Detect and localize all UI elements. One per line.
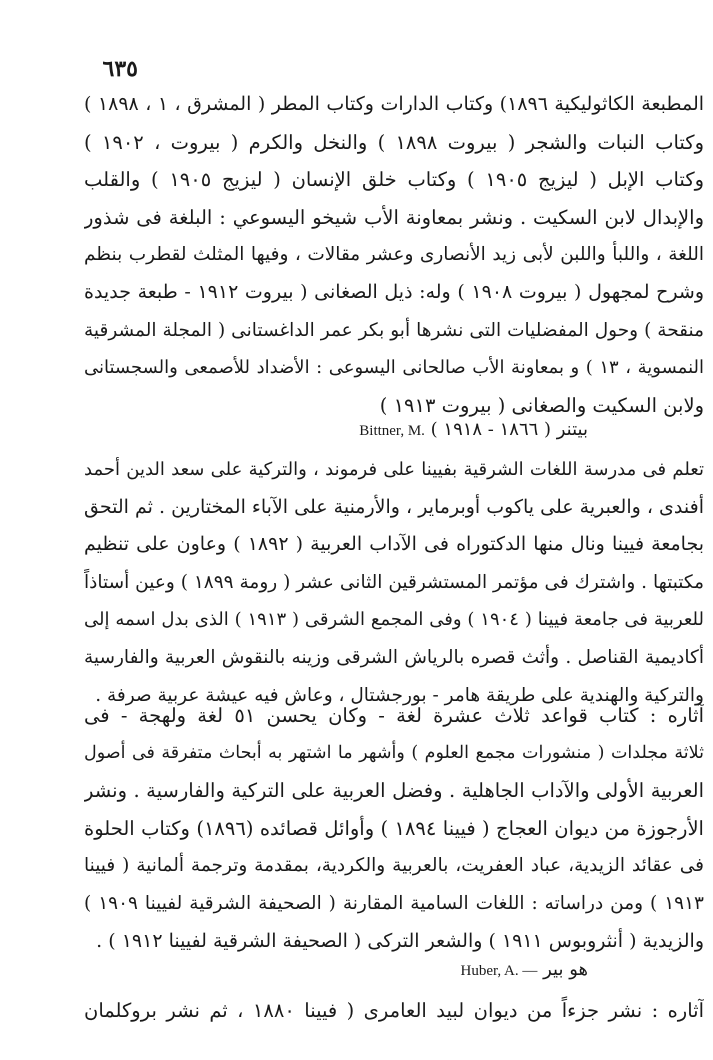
text-line: العربية الأولى والآداب الجاهلية . وفضل العربية على التركية والفارسية . ونشر	[84, 779, 704, 803]
paragraph-biography	[84, 451, 704, 714]
text-line: منقحة ) وحول المفضليات التى نشرها أبو بكر عمر الداغستانى ( المجلة المشرقية	[84, 319, 704, 341]
text-line: وشرح لمجهول ( بيروت ١٩٠٨ ) وله: ذيل الصغانى ( بيروت ١٩١٢ - طبعة جديدة	[84, 280, 704, 303]
text-line: أفندى ، والعبرية على ياكوب أوبرماير ، والأرمنية على الآباء المختارين . ثم التحق	[84, 495, 704, 518]
page-number: ٦٣٥	[102, 56, 138, 82]
text-line: آثاره : كتاب قواعد ثلاث عشرة لغة - وكان يحسن ٥١ لغة ولهجة - فى	[84, 704, 704, 727]
entry-arabic-name: ( ١٨٦٦ - ١٩١٨ ) بيتنر	[430, 419, 588, 440]
entry-latin-name: Bittner, M.	[359, 423, 425, 439]
paragraph-works	[84, 697, 704, 960]
text-line: والإبدال لابن السكيت . ونشر بمعاونة الأب شيخو اليسوعي : البلغة فى شذور	[84, 205, 704, 229]
text-line: فى عقائد الزيدية، عباد العفريت، بالعربية والكردية، بمقدمة وترجمة ألمانية ( فيينا	[84, 855, 704, 877]
text-line: آثاره : نشر جزءاً من ديوان لبيد العامرى ( فيينا ١٨٨٠ ، ثم نشر بروكلمان	[84, 999, 704, 1022]
text-line: تعلم فى مدرسة اللغات الشرقية بفيينا على فرموند ، والتركية على سعد الدين أحمد	[84, 459, 704, 480]
entry-heading-bittner	[258, 415, 588, 445]
text-line: أكاديمية القناصل . وأثث قصره بالرياش الشرقى وزينه بالنقوش العربية والفارسية	[84, 646, 704, 668]
text-line: وكتاب الإبل ( ليزيج ١٩٠٥ ) وكتاب خلق الإنسان ( ليزيج ١٩٠٥ ) والقلب	[84, 168, 704, 192]
text-line: المطبعة الكاثوليكية ١٨٩٦) وكتاب الدارات وكتاب المطر ( المشرق ، ١ ، ١٨٩٨ )	[84, 93, 704, 115]
entry-latin-name: Huber, A. —	[460, 963, 538, 979]
text-line: مكتبتها . واشترك فى مؤتمر المستشرقين الثانى عشر ( رومة ١٨٩٩ ) وعين أستاذاً	[84, 571, 704, 593]
entry-heading-huber	[258, 955, 588, 985]
text-line: بجامعة فيينا ونال منها الدكتوراه فى الآداب العربية ( ١٨٩٢ ) وعاون على تنظيم	[84, 533, 704, 556]
text-line: ولابن السكيت والصغانى ( بيروت ١٩١٣ )	[379, 393, 704, 417]
text-line: والتركية والهندية على طريقة هامر - بورجشتال ، وعاش فيه عيشة عربية صرفة .	[95, 684, 704, 706]
text-line: الأرجوزة من ديوان العجاج ( فيينا ١٨٩٤ ) وأوائل قصائده (١٨٩٦) وكتاب الحلوة	[84, 816, 704, 840]
text-line: ١٩١٣ ) ومن دراساته : اللغات السامية المقارنة ( الصحيفة الشرقية لفيينا ١٩٠٩ )	[84, 892, 704, 914]
text-line: النمسوية ، ١٣ ) و بمعاونة الأب صالحانى اليسوعى : الأضداد للأصمعى والسجستانى	[84, 357, 704, 379]
text-line: اللغة ، واللبأ واللبن لأبى زيد الأنصارى وعشر مقالات ، وفيها المثلث لقطرب بنظم	[84, 244, 704, 266]
text-line: والزيدية ( أنثروبوس ١٩١١ ) والشعر التركى ( الصحيفة الشرقية لفيينا ١٩١٢ ) .	[96, 929, 704, 952]
text-line: وكتاب النبات والشجر ( بيروت ١٨٩٨ ) والنخل والكرم ( بيروت ، ١٩٠٢ )	[84, 130, 704, 154]
text-line: للعربية فى جامعة فيينا ( ١٩٠٤ ) وفى المجمع الشرقى ( ١٩١٣ ) الذى بدل اسمه إلى	[84, 609, 704, 631]
text-line: ثلاثة مجلدات ( منشورات مجمع العلوم ) وأشهر ما اشتهر به أبحاث متفرقة فى أصول	[84, 742, 704, 763]
paragraph-huber-works	[84, 992, 704, 1030]
entry-arabic-name: هو بير	[543, 959, 588, 980]
paragraph-works-continued	[84, 86, 704, 424]
